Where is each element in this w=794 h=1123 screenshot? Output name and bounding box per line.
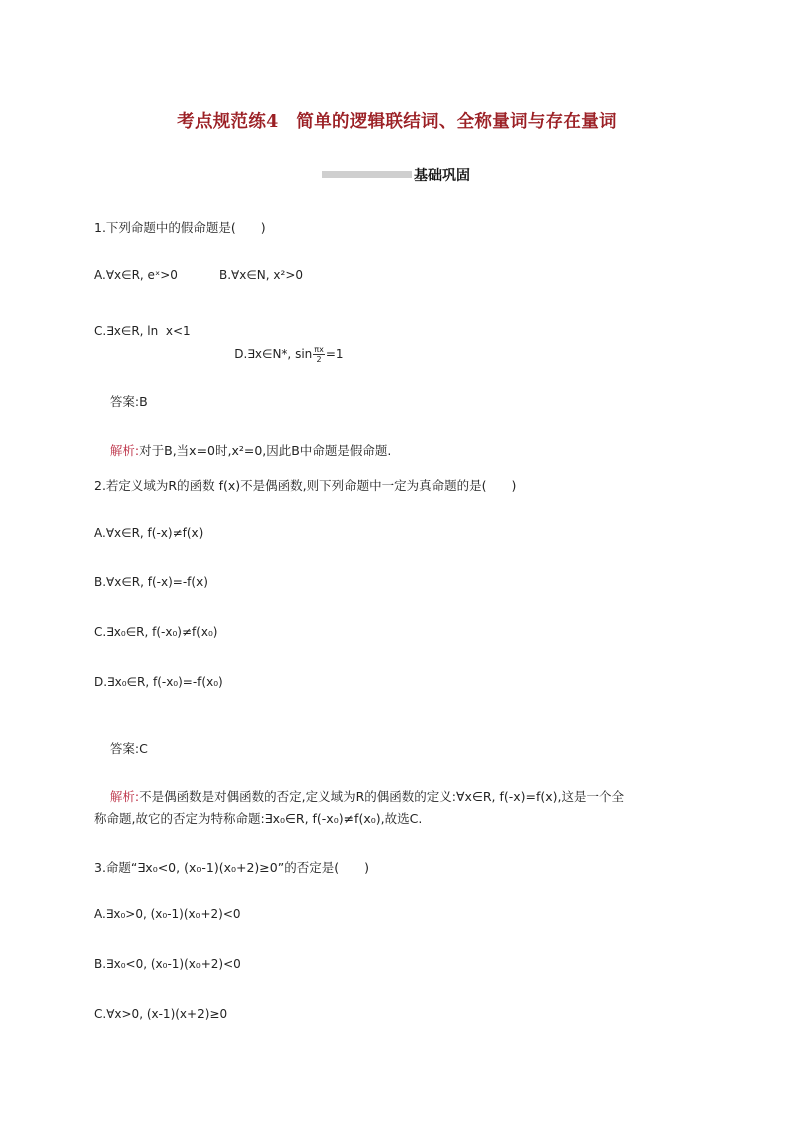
analysis-text: 对于B,当x=0时,x²=0,因此B中命题是假命题.: [139, 443, 392, 458]
question-2-option-b: B.∀x∈R, f(-x)=-f(x): [94, 575, 208, 589]
question-3-stem: 3.命题“∃x₀<0, (x₀-1)(x₀+2)≥0”的否定是( ): [94, 860, 369, 875]
answer-value: B: [139, 394, 148, 409]
question-3-option-b: B.∃x₀<0, (x₀-1)(x₀+2)<0: [94, 957, 241, 971]
option-d-suffix: =1: [325, 347, 344, 361]
answer-value: C: [139, 741, 148, 756]
analysis-label: 解析:: [109, 789, 140, 804]
question-1-stem: 1.下列命题中的假命题是( ): [94, 220, 266, 235]
question-1-option-c: C.∃x∈R, ln x<1: [94, 324, 191, 338]
question-2-option-c: C.∃x₀∈R, f(-x₀)≠f(x₀): [94, 625, 218, 639]
question-3-option-a: A.∃x₀>0, (x₀-1)(x₀+2)<0: [94, 907, 241, 921]
answer-label: 答案:: [109, 741, 140, 756]
section-heading: 基础巩固: [414, 168, 470, 184]
question-1-option-b: B.∀x∈N, x²>0: [219, 268, 304, 282]
answer-label: 答案:: [109, 394, 140, 409]
fraction-numerator: πx: [314, 345, 324, 354]
question-1-answer: [94, 377, 148, 425]
fraction-denominator: 2: [316, 355, 322, 364]
analysis-text: 不是偶函数是对偶函数的否定,定义域为R的偶函数的定义:∀x∈R, f(-x)=f(x),这是一个全: [139, 789, 625, 804]
question-2-option-d: D.∃x₀∈R, f(-x₀)=-f(x₀): [94, 675, 223, 689]
question-2-option-a: A.∀x∈R, f(-x)≠f(x): [94, 526, 204, 540]
section-divider-bar: [322, 171, 412, 178]
option-d-prefix: D.∃x∈N*, sin: [234, 347, 313, 361]
question-2-stem: 2.若定义域为R的函数 f(x)不是偶函数,则下列命题中一定为真命题的是( ): [94, 478, 517, 493]
question-1-analysis: [94, 426, 391, 474]
analysis-label: 解析:: [109, 443, 140, 458]
question-1-option-a: A.∀x∈R, eˣ>0: [94, 268, 178, 282]
option-d-fraction: [313, 345, 325, 364]
question-2-answer: [94, 724, 148, 772]
question-3-option-c: C.∀x>0, (x-1)(x+2)≥0: [94, 1007, 228, 1021]
question-2-analysis-line-2: 称命题,故它的否定为特称命题:∃x₀∈R, f(-x₀)≠f(x₀),故选C.: [94, 811, 423, 826]
page-title: 考点规范练4 简单的逻辑联结词、全称量词与存在量词: [177, 112, 617, 132]
